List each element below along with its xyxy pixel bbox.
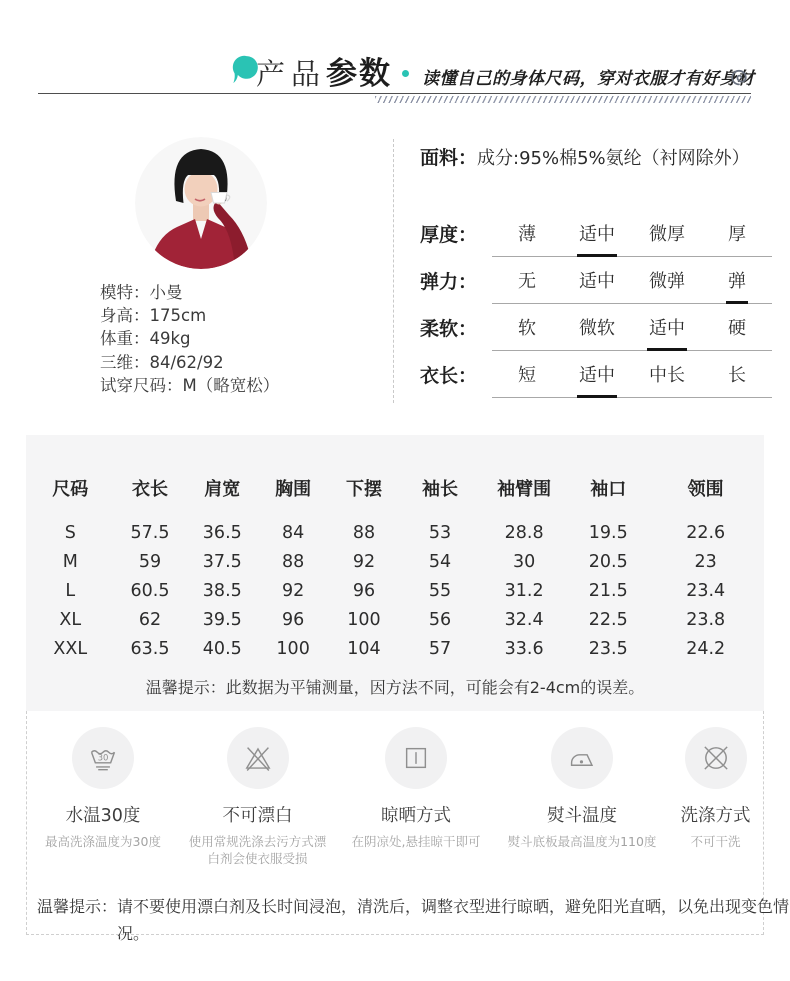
attribute-rows bbox=[420, 224, 772, 398]
model-info-line: 模特：小曼 bbox=[100, 283, 183, 302]
table-cell: 56 bbox=[428, 609, 452, 630]
hatch-pattern bbox=[375, 96, 751, 103]
attribute-option-cell bbox=[492, 224, 562, 246]
table-header-row bbox=[26, 471, 764, 505]
table-row bbox=[26, 634, 764, 663]
table-cell: 19.5 bbox=[588, 522, 628, 543]
section-title-regular: 产品 bbox=[256, 57, 327, 91]
column-header: 袖长 bbox=[421, 479, 458, 500]
care-item-title: 水温30度 bbox=[65, 806, 141, 826]
attribute-option-cell bbox=[562, 271, 632, 293]
model-info-line: 三维：84/62/92 bbox=[100, 352, 224, 372]
care-item bbox=[496, 727, 668, 867]
table-cell: 100 bbox=[276, 638, 310, 659]
attribute-options bbox=[492, 318, 772, 351]
attribute-option: 微弹 bbox=[649, 271, 685, 292]
fabric-attributes-panel bbox=[420, 146, 772, 412]
attribute-option-selected: 适中 bbox=[579, 224, 615, 245]
table-cell: 92 bbox=[352, 551, 376, 572]
attribute-label: 弹力： bbox=[420, 271, 478, 293]
table-cell: 84 bbox=[281, 522, 305, 543]
care-item bbox=[179, 727, 336, 867]
table-cell: 100 bbox=[347, 609, 381, 630]
wash-temp-30-icon bbox=[72, 727, 134, 789]
column-header: 衣长 bbox=[131, 479, 168, 500]
table-cell: 104 bbox=[347, 638, 381, 659]
table-cell: 22.6 bbox=[686, 522, 726, 543]
bottom-tip-text: 请不要使用漂白剂及长时间浸泡，清洗后，调整衣型进行晾晒，避免阳光直晒，以免出现变色情况。 bbox=[117, 897, 790, 943]
table-cell: 38.5 bbox=[202, 580, 242, 601]
table-cell: 53 bbox=[428, 522, 452, 543]
attribute-option: 薄 bbox=[518, 224, 536, 245]
care-items bbox=[27, 711, 763, 867]
table-row bbox=[26, 576, 764, 605]
care-section bbox=[26, 711, 790, 943]
spiral-icon bbox=[727, 63, 752, 88]
table-cell: 96 bbox=[281, 609, 305, 630]
model-cup bbox=[211, 193, 227, 204]
column-header: 领围 bbox=[687, 479, 724, 500]
table-cell: 33.6 bbox=[504, 638, 544, 659]
care-item-desc: 不可干洗 bbox=[690, 834, 741, 849]
attribute-option-selected: 适中 bbox=[649, 318, 685, 339]
table-cell: 23.8 bbox=[686, 609, 726, 630]
attribute-option-cell bbox=[492, 271, 562, 293]
table-cell: 39.5 bbox=[202, 609, 242, 630]
attribute-option: 中长 bbox=[649, 365, 685, 386]
table-cell: 59 bbox=[138, 551, 162, 572]
care-item bbox=[336, 727, 496, 867]
attribute-option: 短 bbox=[518, 365, 536, 386]
table-cell: 54 bbox=[428, 551, 452, 572]
care-item-desc: 最高洗涤温度为30度 bbox=[45, 834, 161, 849]
attribute-option-cell bbox=[702, 365, 772, 387]
table-cell: 22.5 bbox=[588, 609, 628, 630]
attribute-option: 适中 bbox=[579, 271, 615, 292]
attribute-option-cell bbox=[562, 224, 632, 246]
attribute-option-cell bbox=[702, 318, 772, 340]
attribute-option: 硬 bbox=[728, 318, 746, 339]
table-cell: M bbox=[62, 551, 78, 572]
attribute-option: 微软 bbox=[579, 318, 615, 339]
iron-temp-icon bbox=[551, 727, 613, 789]
attribute-option-selected: 弹 bbox=[728, 271, 746, 292]
no-bleach-icon bbox=[227, 727, 289, 789]
column-header: 袖臂围 bbox=[497, 479, 552, 500]
table-cell: 57 bbox=[428, 638, 452, 659]
bottom-tip bbox=[37, 893, 790, 947]
attribute-option-cell bbox=[632, 318, 702, 340]
table-cell: 60.5 bbox=[130, 580, 170, 601]
bottom-tip-label: 温馨提示： bbox=[37, 897, 118, 916]
model-info bbox=[100, 281, 279, 397]
attribute-option-cell bbox=[492, 365, 562, 387]
table-row bbox=[26, 547, 764, 576]
model-info-line: 试穿尺码：M（略宽松） bbox=[100, 375, 280, 395]
column-header: 尺码 bbox=[52, 479, 89, 500]
table-cell: 23 bbox=[694, 551, 717, 572]
table-cell: S bbox=[64, 522, 76, 543]
column-header: 袖口 bbox=[590, 479, 627, 500]
table-cell: 92 bbox=[281, 580, 305, 601]
attribute-option-cell bbox=[632, 365, 702, 387]
svg-text:30: 30 bbox=[97, 753, 109, 764]
attribute-row bbox=[420, 318, 772, 351]
no-dry-clean-icon bbox=[685, 727, 747, 789]
table-cell: 96 bbox=[352, 580, 376, 601]
model-info-line: 身高：175cm bbox=[100, 306, 207, 326]
attribute-option-cell bbox=[632, 271, 702, 293]
attribute-option: 软 bbox=[518, 318, 536, 339]
attribute-option-cell bbox=[702, 224, 772, 246]
table-cell: 40.5 bbox=[202, 638, 242, 659]
attribute-row bbox=[420, 271, 772, 304]
table-cell: 88 bbox=[281, 551, 305, 572]
fabric-row bbox=[420, 146, 772, 171]
attribute-option-selected: 适中 bbox=[579, 365, 615, 386]
care-item bbox=[27, 727, 179, 867]
attribute-option: 厚 bbox=[728, 224, 746, 245]
attribute-options bbox=[492, 365, 772, 398]
model-photo bbox=[135, 137, 267, 269]
attribute-option-cell bbox=[562, 318, 632, 340]
table-cell: 36.5 bbox=[202, 522, 242, 543]
table-cell: XL bbox=[59, 609, 82, 630]
table-cell: 62 bbox=[138, 609, 162, 630]
table-cell: 55 bbox=[428, 580, 452, 601]
accent-dot-icon bbox=[402, 70, 409, 77]
table-row bbox=[26, 518, 764, 547]
attribute-option-cell bbox=[632, 224, 702, 246]
attribute-row bbox=[420, 224, 772, 257]
table-cell: 37.5 bbox=[202, 551, 242, 572]
fabric-label: 面料： bbox=[420, 147, 478, 169]
table-cell: 63.5 bbox=[130, 638, 170, 659]
care-item bbox=[668, 727, 763, 867]
size-table bbox=[26, 471, 764, 663]
table-cell: 23.4 bbox=[686, 580, 726, 601]
care-item-title: 晾晒方式 bbox=[381, 806, 451, 826]
table-cell: XXL bbox=[53, 638, 88, 659]
section-title-bold: 参数 bbox=[326, 56, 393, 92]
attribute-option: 微厚 bbox=[649, 224, 685, 245]
header-divider-line bbox=[38, 93, 751, 94]
fabric-value: 成分:95%棉5%氨纶（衬网除外） bbox=[477, 148, 750, 169]
care-item-title: 不可漂白 bbox=[222, 806, 293, 826]
attribute-options bbox=[492, 224, 772, 257]
vertical-dashed-divider bbox=[393, 139, 394, 403]
attribute-option-cell bbox=[562, 365, 632, 387]
model-illustration bbox=[135, 137, 267, 269]
table-cell: 88 bbox=[352, 522, 376, 543]
hang-dry-icon bbox=[385, 727, 447, 789]
table-cell: 57.5 bbox=[130, 522, 170, 543]
column-header: 下摆 bbox=[345, 479, 382, 500]
attribute-label: 柔软： bbox=[420, 318, 478, 340]
size-table-tip: 温馨提示：此数据为平铺测量，因方法不同，可能会有2-4cm的误差。 bbox=[145, 678, 645, 697]
column-header: 胸围 bbox=[275, 479, 312, 500]
attribute-option: 长 bbox=[728, 365, 746, 386]
care-item-desc: 在阴凉处,悬挂晾干即可 bbox=[351, 834, 481, 849]
table-cell: 28.8 bbox=[504, 522, 544, 543]
size-table-section bbox=[26, 435, 764, 711]
attribute-row bbox=[420, 365, 772, 398]
table-cell: 21.5 bbox=[588, 580, 628, 601]
model-info-line: 体重：49kg bbox=[100, 329, 191, 349]
attribute-options bbox=[492, 271, 772, 304]
attribute-label: 衣长： bbox=[420, 365, 478, 387]
care-item-title: 洗涤方式 bbox=[680, 806, 751, 826]
table-row bbox=[26, 605, 764, 634]
quote-drop-icon bbox=[232, 54, 259, 85]
attribute-option-cell bbox=[492, 318, 562, 340]
attribute-option: 无 bbox=[518, 271, 536, 292]
care-item-desc: 使用常规洗涤去污方式漂白剂会使衣服受损 bbox=[188, 834, 327, 866]
section-header bbox=[232, 48, 755, 94]
table-cell: 24.2 bbox=[686, 638, 726, 659]
table-cell: 32.4 bbox=[504, 609, 544, 630]
attribute-label: 厚度： bbox=[420, 224, 478, 246]
column-header: 肩宽 bbox=[204, 479, 241, 500]
care-item-title: 熨斗温度 bbox=[547, 806, 617, 826]
care-item-desc: 熨斗底板最高温度为110度 bbox=[507, 834, 657, 849]
table-cell: L bbox=[65, 580, 76, 601]
table-cell: 23.5 bbox=[588, 638, 628, 659]
attribute-option-cell bbox=[702, 271, 772, 293]
table-cell: 30 bbox=[512, 551, 536, 572]
section-subtitle: 读懂自己的身体尺码，穿对衣服才有好身材 bbox=[422, 69, 755, 89]
table-cell: 20.5 bbox=[588, 551, 628, 572]
table-cell: 31.2 bbox=[504, 580, 544, 601]
